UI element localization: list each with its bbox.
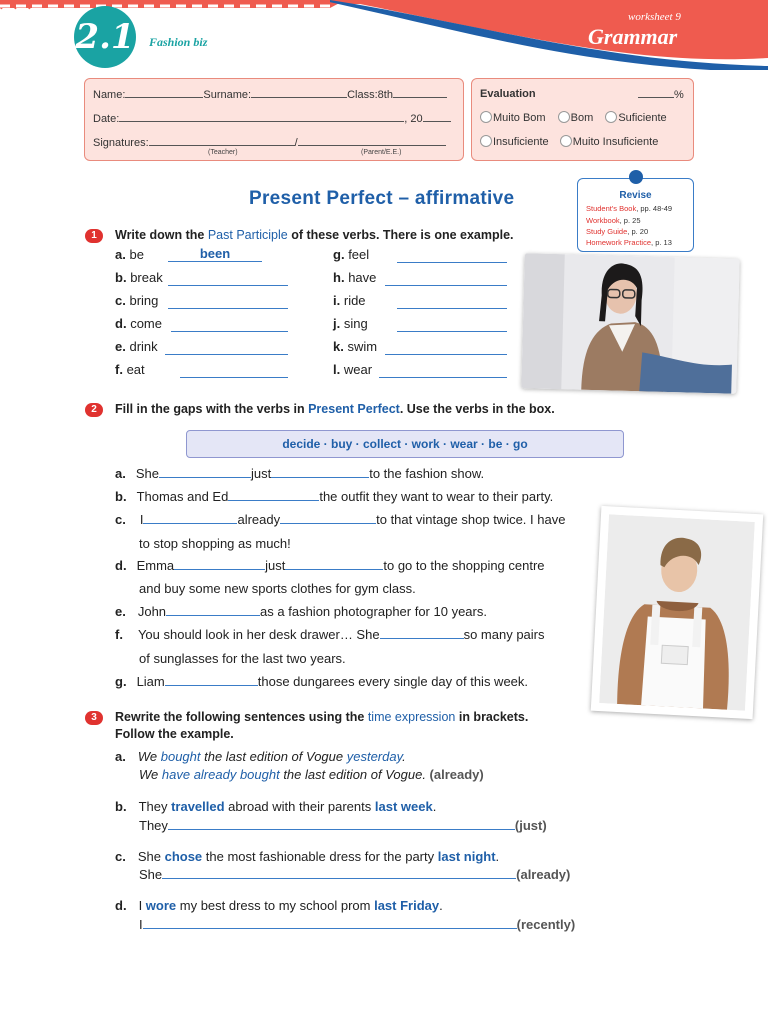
- photo-man-dungarees: [591, 506, 764, 719]
- item-letter: c.: [115, 293, 126, 308]
- ex1-item-i: [333, 293, 366, 308]
- item-text: the last edition of Vogue.: [279, 767, 430, 782]
- revise-line: [586, 227, 648, 236]
- unit-title: Fashion biz: [149, 35, 208, 49]
- teacher-caption: (Teacher): [208, 149, 238, 156]
- item-text: You should look in her desk drawer… She: [137, 627, 380, 642]
- revise-source: Workbook: [586, 216, 620, 225]
- evaluation-box: [471, 78, 694, 161]
- answer-line[interactable]: [385, 285, 507, 286]
- ex3-item-b-answer: [139, 818, 547, 833]
- ex1-item-h: [333, 270, 376, 285]
- evaluation-percent: [638, 88, 684, 101]
- answer-start: I: [139, 917, 143, 932]
- option-label: Muito Insuficiente: [572, 136, 659, 148]
- radio-icon[interactable]: [605, 111, 617, 123]
- item-hint: (already): [516, 867, 571, 882]
- answer-line[interactable]: [165, 354, 288, 355]
- answer-line[interactable]: [171, 331, 288, 332]
- option-muito-bom[interactable]: [480, 112, 546, 124]
- item-text: Liam: [136, 674, 165, 689]
- item-letter: d.: [115, 898, 127, 913]
- item-text: I: [138, 898, 146, 913]
- ex1-item-j: [333, 316, 368, 331]
- revise-ref: , p. 20: [627, 227, 649, 236]
- item-text: my best dress to my school prom: [176, 898, 375, 913]
- surname-field[interactable]: [251, 88, 347, 98]
- worksheet-title: Grammar: [588, 24, 678, 49]
- answer-line[interactable]: [397, 262, 507, 263]
- signatures-label: Signatures:: [93, 137, 149, 149]
- item-letter: b.: [115, 799, 127, 814]
- ex3-item-d: [115, 898, 443, 913]
- answer-start: They: [139, 818, 168, 833]
- ex3-example-sentence: [115, 749, 406, 764]
- surname-label: Surname:: [203, 89, 252, 101]
- answer-line[interactable]: [397, 331, 507, 332]
- item-hint: (just): [514, 818, 547, 833]
- option-label: Bom: [570, 112, 594, 124]
- item-letter: d.: [115, 316, 127, 331]
- item-text: abroad with their parents: [224, 799, 375, 814]
- evaluation-label: Evaluation: [480, 88, 536, 100]
- item-text: those dungarees every single day of this week.: [257, 674, 529, 689]
- answer-line[interactable]: [162, 867, 516, 879]
- evaluation-options-row-2: [480, 135, 658, 148]
- ex1-item-c: [115, 293, 158, 308]
- exercise-1-number: 1: [85, 229, 103, 243]
- ex2-item-f: [115, 627, 545, 642]
- ex3-item-c: [115, 849, 499, 864]
- item-text: She: [135, 466, 159, 481]
- item-highlight: have already bought: [161, 767, 280, 782]
- item-verb: come: [130, 316, 162, 331]
- instruction-highlight: Present Perfect: [308, 402, 400, 416]
- unit-number-badge: 2.1: [74, 6, 136, 68]
- item-letter: i.: [333, 293, 341, 308]
- gap-line[interactable]: [143, 512, 237, 524]
- item-letter: j.: [333, 316, 341, 331]
- item-text: as a fashion photographer for 10 years.: [260, 604, 487, 619]
- revise-ref: , p. 13: [651, 238, 672, 247]
- item-letter: a.: [115, 247, 126, 262]
- item-letter: k.: [333, 339, 344, 354]
- exercise-3-instruction: [115, 710, 528, 724]
- gap-line[interactable]: [228, 489, 319, 501]
- item-text: just: [250, 466, 272, 481]
- ex3-item-d-answer: [139, 917, 575, 932]
- exercise-2-number: 2: [85, 403, 103, 417]
- exercise-1-instruction: [115, 228, 514, 242]
- option-label: Suficiente: [618, 112, 667, 124]
- ex2-item-g: [115, 674, 528, 689]
- item-text: to that vintage shop twice. I have: [376, 512, 566, 527]
- item-text: Thomas and Ed: [136, 489, 229, 504]
- item-verb: have: [348, 270, 377, 285]
- ex3-item-c-answer: [139, 867, 570, 882]
- item-highlight: last Friday: [374, 898, 440, 913]
- item-text: just: [265, 558, 286, 573]
- item-highlight: travelled: [171, 799, 225, 814]
- item-verb: feel: [348, 247, 370, 262]
- class-field[interactable]: [393, 88, 447, 98]
- answer-line[interactable]: [143, 917, 517, 929]
- item-text: already: [237, 512, 281, 527]
- answer-line[interactable]: [168, 285, 288, 286]
- gap-line[interactable]: [280, 512, 376, 524]
- revise-ref: , pp. 48-49: [636, 204, 673, 213]
- ex1-item-l: [333, 362, 372, 377]
- photo-woman-blazer: [521, 253, 739, 394]
- answer-line[interactable]: [379, 377, 507, 378]
- item-verb: sing: [343, 316, 368, 331]
- item-hint: (already): [429, 767, 484, 782]
- ex1-item-e: [115, 339, 158, 354]
- radio-icon[interactable]: [558, 111, 570, 123]
- instruction-text: of these verbs. There is one example.: [287, 228, 514, 242]
- gap-line[interactable]: [166, 604, 260, 616]
- sig-separator: /: [294, 137, 298, 149]
- date-field[interactable]: [119, 112, 404, 122]
- item-text: the last edition of Vogue: [200, 749, 347, 764]
- exercise-3-instruction-line-2: Follow the example.: [115, 727, 234, 741]
- option-muito-insuficiente[interactable]: [560, 136, 659, 148]
- item-text: the outfit they want to wear to their party.: [319, 489, 554, 504]
- item-letter: f.: [115, 362, 123, 377]
- ex1-item-a: [115, 247, 144, 262]
- page-title: Present Perfect – affirmative: [249, 188, 515, 209]
- parent-caption: (Parent/E.E.): [361, 149, 402, 156]
- item-letter: g.: [115, 674, 127, 689]
- date-row: [93, 112, 451, 125]
- ex3-example-answer: [139, 767, 484, 782]
- item-text: .: [495, 849, 500, 864]
- item-verb: ride: [343, 293, 366, 308]
- gap-line[interactable]: [285, 558, 383, 570]
- ex2-item-d-cont: and buy some new sports clothes for gym class.: [139, 581, 416, 596]
- name-row: [93, 88, 447, 101]
- radio-icon[interactable]: [480, 111, 492, 123]
- item-text: They: [138, 799, 172, 814]
- item-text: to the fashion show.: [369, 466, 485, 481]
- item-hint: (recently): [516, 917, 576, 932]
- item-text: I: [139, 512, 144, 527]
- item-text: so many pairs: [463, 627, 545, 642]
- revise-title: Revise: [619, 190, 652, 201]
- item-letter: d.: [115, 558, 127, 573]
- revise-pin-icon: [629, 170, 643, 184]
- ex1-item-g: [333, 247, 369, 262]
- signatures-row: [93, 136, 446, 149]
- item-letter: e.: [115, 339, 126, 354]
- year-field[interactable]: [423, 112, 451, 122]
- radio-icon[interactable]: [480, 135, 492, 147]
- worksheet-label: worksheet 9: [628, 11, 681, 23]
- item-text: .: [402, 749, 406, 764]
- item-text: We: [137, 749, 161, 764]
- instruction-text: Write down the: [115, 228, 208, 242]
- item-text: She: [137, 849, 165, 864]
- gap-line[interactable]: [159, 466, 251, 478]
- ex1-example-answer: been: [168, 246, 262, 262]
- item-text: John: [137, 604, 167, 619]
- ex2-item-c-cont: to stop shopping as much!: [139, 536, 291, 551]
- instruction-text: Rewrite the following sentences using the: [115, 710, 368, 724]
- item-text: .: [439, 898, 443, 913]
- ex1-item-k: [333, 339, 377, 354]
- revise-line: [586, 204, 672, 213]
- item-letter: h.: [333, 270, 345, 285]
- instruction-text: . Use the verbs in the box.: [399, 402, 555, 416]
- item-text: .: [432, 799, 437, 814]
- date-label: Date:: [93, 113, 120, 125]
- instruction-text: Fill in the gaps with the verbs in: [115, 402, 309, 416]
- gap-line[interactable]: [165, 674, 258, 686]
- answer-start: She: [139, 867, 163, 882]
- instruction-highlight: Past Participle: [207, 228, 288, 242]
- instruction-text: in brackets.: [455, 710, 529, 724]
- item-verb: eat: [126, 362, 145, 377]
- verb-word-box: decide · buy · collect · work · wear · be · go: [186, 430, 624, 458]
- item-letter: f.: [115, 627, 123, 642]
- percent-field[interactable]: [638, 88, 674, 98]
- item-verb: bring: [129, 293, 159, 308]
- ex2-item-e: [115, 604, 487, 619]
- parent-signature-field[interactable]: [298, 136, 446, 146]
- ex2-item-b: [115, 489, 553, 504]
- revise-source: Homework Practice: [586, 238, 652, 247]
- item-letter: l.: [333, 362, 341, 377]
- ex2-item-f-cont: of sunglasses for the last two years.: [139, 651, 346, 666]
- exercise-3-number: 3: [85, 711, 103, 725]
- item-highlight: last week: [374, 799, 433, 814]
- answer-line[interactable]: [180, 377, 288, 378]
- ex2-item-a: [115, 466, 484, 481]
- radio-icon[interactable]: [560, 135, 572, 147]
- revise-ref: , p. 25: [619, 216, 641, 225]
- answer-line[interactable]: [385, 354, 507, 355]
- item-text: We: [139, 767, 162, 782]
- item-letter: b.: [115, 489, 127, 504]
- option-insuficiente[interactable]: [480, 136, 549, 148]
- revise-source: Student's Book: [586, 204, 637, 213]
- item-verb: drink: [129, 339, 158, 354]
- item-highlight: bought: [160, 749, 201, 764]
- item-highlight: yesterday: [346, 749, 403, 764]
- gap-line[interactable]: [380, 627, 464, 639]
- item-letter: c.: [115, 849, 126, 864]
- percent-sign: %: [674, 89, 684, 101]
- item-verb: wear: [343, 362, 373, 377]
- gap-line[interactable]: [174, 558, 265, 570]
- item-highlight: chose: [164, 849, 203, 864]
- student-info-box: [84, 78, 464, 161]
- class-label: Class:8th: [347, 89, 393, 101]
- item-letter: a.: [115, 466, 126, 481]
- evaluation-options-row-1: [480, 111, 667, 124]
- ex3-item-b: [115, 799, 436, 814]
- answer-line[interactable]: [397, 308, 507, 309]
- revise-source: Study Guide: [586, 227, 628, 236]
- name-field[interactable]: [125, 88, 203, 98]
- option-label: Insuficiente: [493, 136, 549, 148]
- ex2-item-d: [115, 558, 545, 573]
- item-text: Emma: [136, 558, 175, 573]
- option-bom[interactable]: [558, 112, 594, 124]
- ex2-item-c: [115, 512, 565, 527]
- option-label: Muito Bom: [493, 112, 546, 124]
- item-text: the most fashionable dress for the party: [202, 849, 438, 864]
- answer-line[interactable]: [168, 818, 515, 830]
- option-suficiente[interactable]: [605, 112, 666, 124]
- item-verb: break: [130, 270, 163, 285]
- instruction-highlight: time expression: [367, 710, 456, 724]
- ex1-item-d: [115, 316, 162, 331]
- gap-line[interactable]: [271, 466, 369, 478]
- revise-box: [577, 178, 694, 252]
- item-letter: g.: [333, 247, 345, 262]
- item-letter: b.: [115, 270, 127, 285]
- exercise-2-instruction: [115, 402, 555, 416]
- date-year: , 20: [404, 113, 423, 125]
- item-verb: swim: [347, 339, 378, 354]
- item-letter: e.: [115, 604, 126, 619]
- teacher-signature-field[interactable]: [149, 136, 295, 146]
- answer-line[interactable]: [168, 308, 288, 309]
- item-verb: be: [129, 247, 144, 262]
- ex1-item-b: [115, 270, 163, 285]
- item-letter: a.: [115, 749, 126, 764]
- revise-line: [586, 238, 672, 247]
- name-label: Name:: [93, 89, 126, 101]
- ex1-item-f: [115, 362, 145, 377]
- item-text: to go to the shopping centre: [383, 558, 545, 573]
- item-highlight: last night: [437, 849, 496, 864]
- revise-line: [586, 216, 641, 225]
- item-highlight: wore: [145, 898, 177, 913]
- item-letter: c.: [115, 512, 126, 527]
